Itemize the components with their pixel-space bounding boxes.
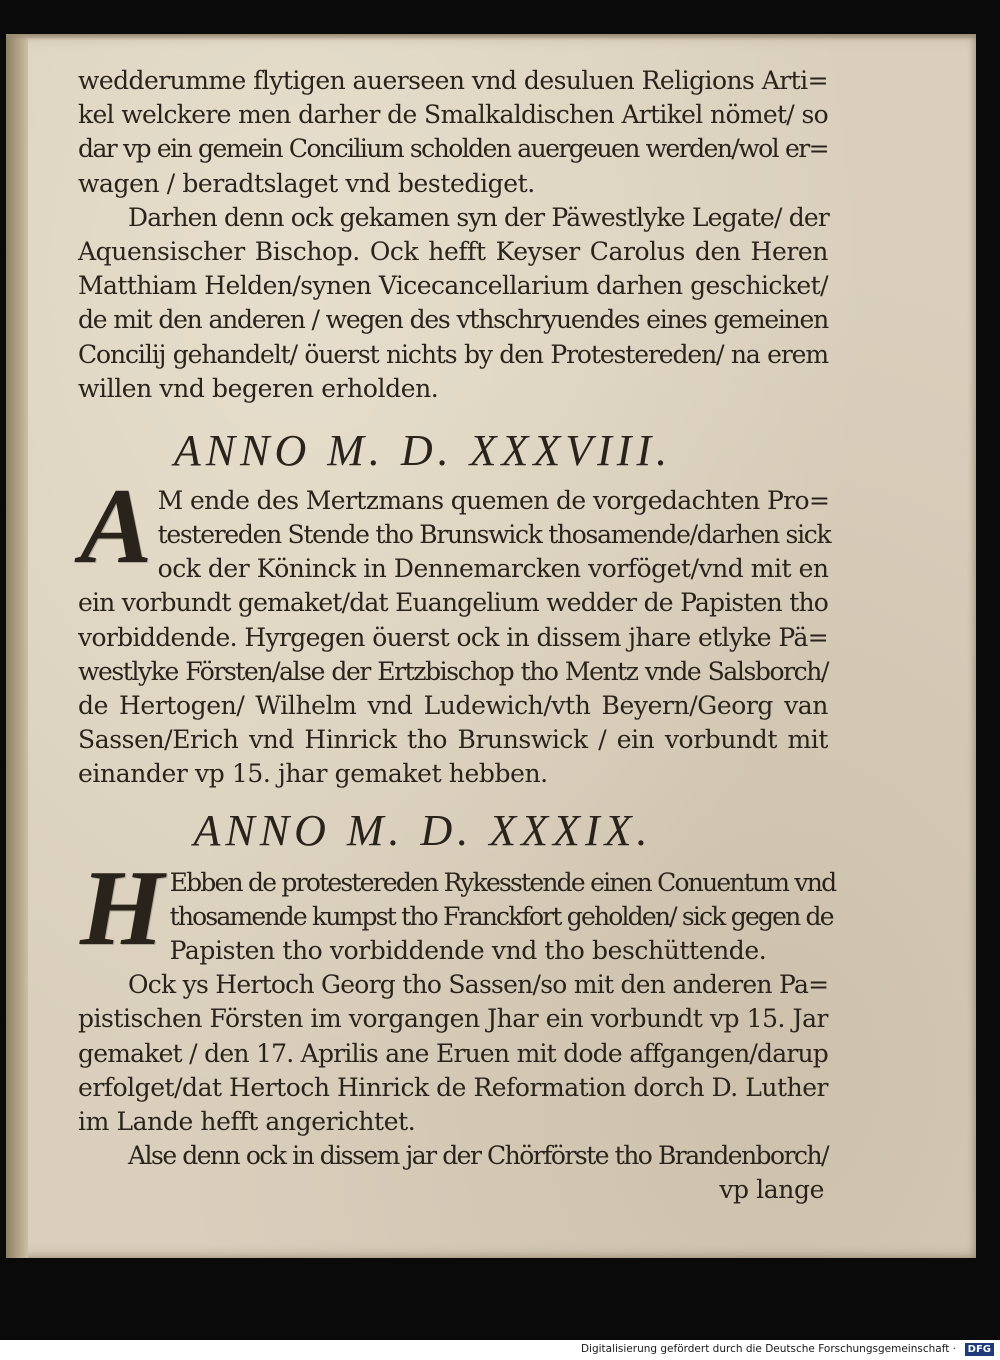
text-line: vorbiddende. Hyrgegen öuerst ock in dissem jhare etlyke Pä= <box>78 622 828 652</box>
text-line: wagen / beradtslaget vnd bestediget. <box>78 168 535 198</box>
drop-cap: H <box>80 848 164 968</box>
text-line: Papisten tho vorbiddende vnd tho beschüttende. <box>169 935 767 965</box>
text-line: kel welckere men darher de Smalkaldischen Artikel nömet/ so <box>78 100 828 130</box>
text-line: westlyke Försten/alse der Ertzbischop tho Mentz vnde Salsborch/ <box>78 656 828 686</box>
text-line: M ende des Mertzmans quemen de vorgedachten Pro= <box>157 485 830 515</box>
dfg-logo-icon: DFG <box>965 1343 994 1356</box>
text-line: testereden Stende tho Brunswick thosamende/darhen sick <box>157 520 831 550</box>
text-line: willen vnd begeren erholden. <box>78 373 439 403</box>
text-line: ein vorbundt gemaket/dat Euangelium wedder de Papisten tho <box>78 588 828 618</box>
year-heading: ANNO M. D. XXXIX. <box>193 805 653 855</box>
paragraph-1538 <box>78 466 831 792</box>
text-line: Concilij gehandelt/ öuerst nichts by den Protestereden/ na erem <box>78 339 828 369</box>
funding-credit: Digitalisierung gefördert durch die Deutsche Forschungsgemeinschaft · <box>580 1343 956 1355</box>
text-line: Aquensischer Bischop. Ock hefft Keyser Carolus den Heren <box>78 236 828 266</box>
text-line: Matthiam Helden/synen Vicecancellarium darhen geschicket/ <box>78 271 828 301</box>
text-line: wedderumme flytigen auerseen vnd desuluen Religions Arti= <box>78 66 828 95</box>
text-line: Ock ys Hertoch Georg tho Sassen/so mit den anderen Pa= <box>128 970 829 1000</box>
drop-cap: A <box>80 466 152 586</box>
book-page <box>6 34 976 1258</box>
text-line: Darhen denn ock gekamen syn der Päwestlyke Legate/ der <box>128 202 829 232</box>
paragraph-1539 <box>78 848 836 1174</box>
text-line: thosamende kumpst tho Franckfort geholden/ sick gegen de <box>169 901 833 931</box>
text-line: de Hertogen/ Wilhelm vnd Ludewich/vth Beyern/Georg van <box>78 691 828 720</box>
text-line: dar vp ein gemein Concilium scholden auergeuen werden/wol er= <box>78 134 828 164</box>
text-line: einander vp 15. jhar gemaket hebben. <box>78 759 548 789</box>
catchword: vp lange <box>719 1175 824 1205</box>
text-line: Sassen/Erich vnd Hinrick tho Brunswick / ein vorbundt mit <box>78 725 828 755</box>
text-line: Ebben de protestereden Rykesstende einen Conuentum vnd <box>169 867 836 897</box>
page-text <box>78 64 836 1207</box>
text-line: erfolget/dat Hertoch Hinrick de Reformation dorch D. Luther <box>78 1072 828 1102</box>
text-line: ock der Köninck in Dennemarcken vorföget/vnd mit en <box>157 554 829 584</box>
footer-bar <box>0 1340 1000 1360</box>
text-line: Alse denn ock in dissem jar der Chörförste tho Brandenborch/ <box>128 1141 828 1171</box>
text-line: gemaket / den 17. Aprilis ane Eruen mit dode affgangen/darup <box>78 1038 828 1068</box>
year-heading: ANNO M. D. XXXVIII. <box>173 425 673 475</box>
page-gutter <box>6 34 28 1258</box>
text-line: im Lande hefft angerichtet. <box>78 1106 416 1136</box>
text-line: pistischen Försten im vorgangen Jhar ein vorbundt vp 15. Jar <box>78 1004 828 1034</box>
page-edge <box>6 34 976 40</box>
text-line: de mit den anderen / wegen des vthschryuendes eines gemeinen <box>78 305 828 335</box>
